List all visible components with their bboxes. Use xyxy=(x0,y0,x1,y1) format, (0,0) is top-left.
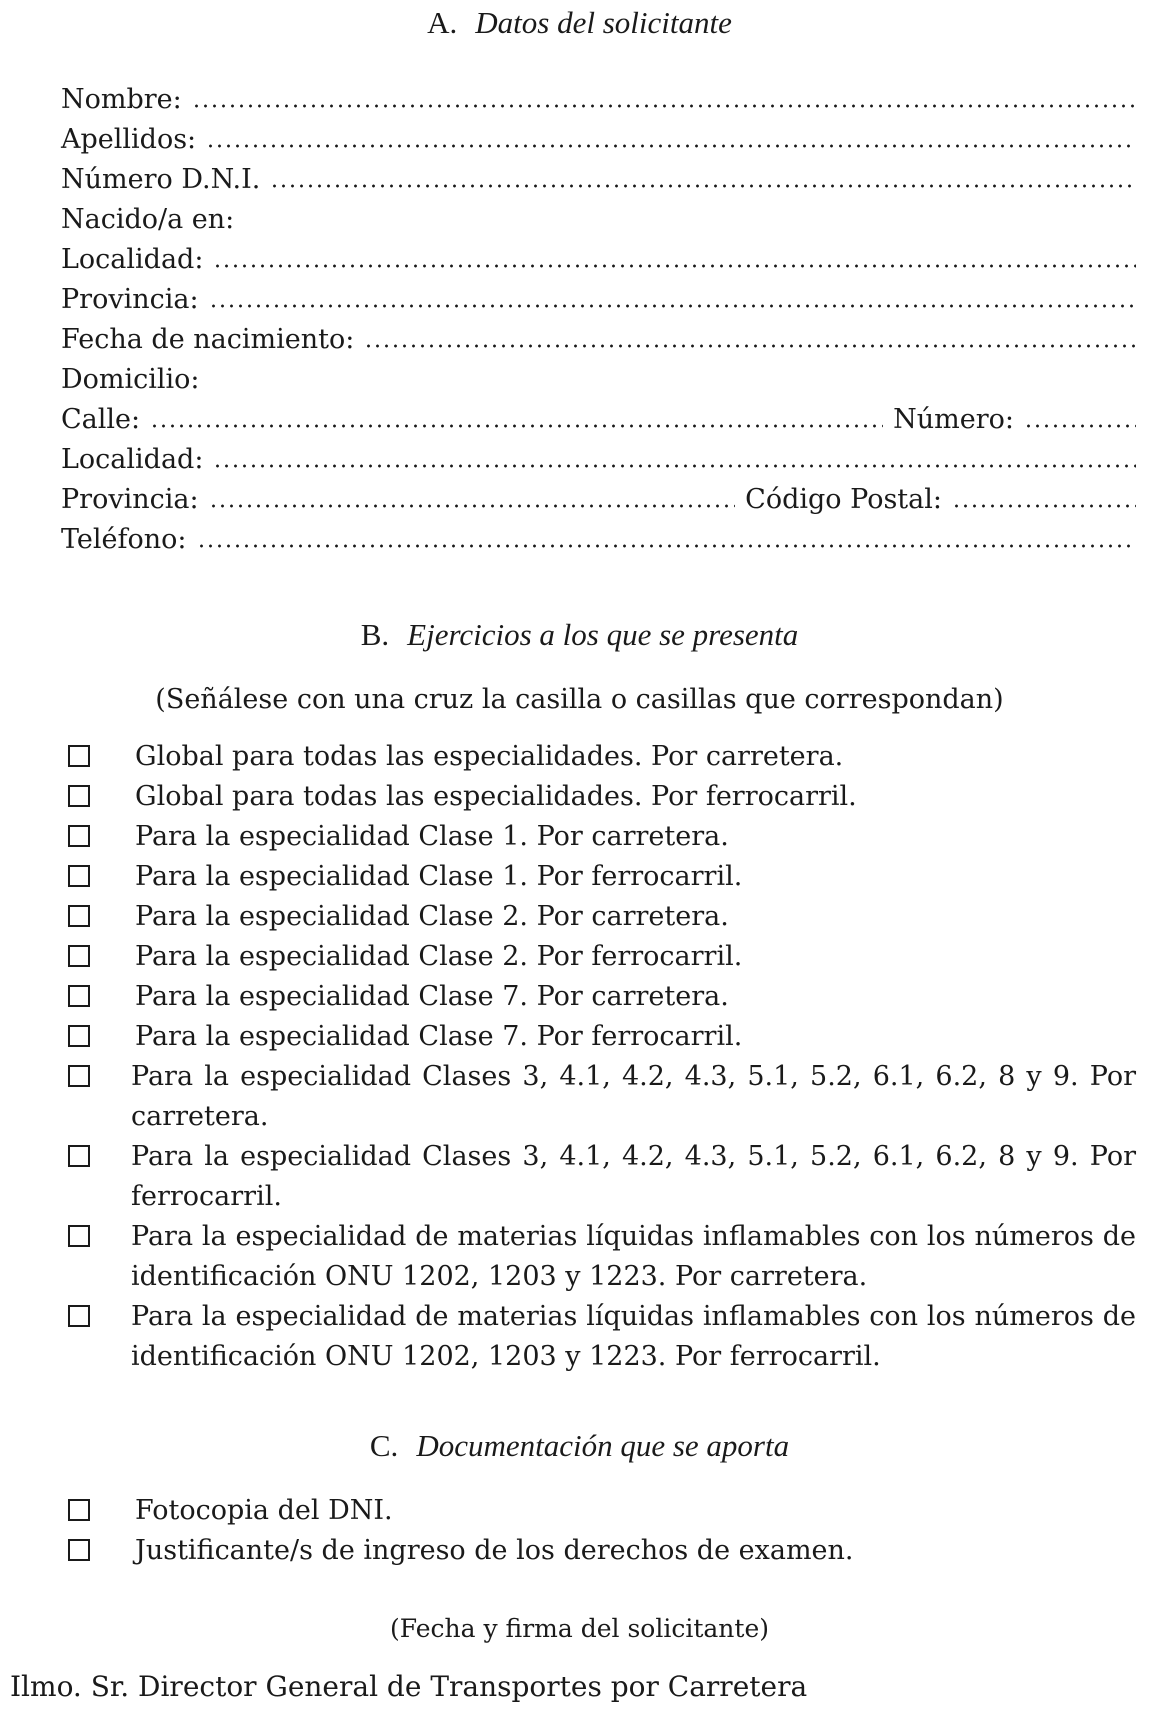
addressee: Ilmo. Sr. Director General de Transportes por Carretera xyxy=(10,1670,808,1703)
field-dni[interactable] xyxy=(61,160,1136,200)
field-label: Localidad: xyxy=(61,444,204,475)
field-label: Nacido/a en: xyxy=(61,204,235,235)
field-label: Teléfono: xyxy=(61,524,187,555)
fill-line[interactable] xyxy=(209,502,736,510)
fill-line[interactable] xyxy=(213,262,1136,270)
exam-option[interactable] xyxy=(61,937,1136,977)
exam-option[interactable] xyxy=(61,1017,1136,1057)
checkbox[interactable] xyxy=(68,1065,90,1087)
option-label: Para la especialidad Clase 2. Por carretera. xyxy=(135,901,729,932)
checkbox[interactable] xyxy=(68,785,90,807)
section-a-heading xyxy=(0,5,1159,41)
section-a-letter: A. xyxy=(427,5,458,40)
fill-line[interactable] xyxy=(209,302,1136,310)
option-label: Para la especialidad Clase 2. Por ferrocarril. xyxy=(135,941,743,972)
fill-line[interactable] xyxy=(206,142,1136,150)
section-c-letter: C. xyxy=(369,1428,399,1463)
field-sub-label: Número: xyxy=(893,404,1014,435)
fill-line[interactable] xyxy=(952,502,1136,510)
option-label: Fotocopia del DNI. xyxy=(135,1495,393,1526)
option-label: Para la especialidad Clase 7. Por ferrocarril. xyxy=(135,1021,743,1052)
option-label: Para la especialidad de materias líquidas inflamables con los números de identificación ONU 1202, 1203 y 1223. Por ferrocarril. xyxy=(131,1301,1136,1372)
exam-option[interactable] xyxy=(61,1297,1136,1377)
option-label: Global para todas las especialidades. Por ferrocarril. xyxy=(135,781,857,812)
exam-option[interactable] xyxy=(61,1217,1136,1297)
field-domicilio xyxy=(61,360,1136,400)
exam-option[interactable] xyxy=(61,777,1136,817)
checkbox[interactable] xyxy=(68,1225,90,1247)
option-label: Para la especialidad de materias líquidas inflamables con los números de identificación ONU 1202, 1203 y 1223. Por carretera. xyxy=(131,1221,1136,1292)
field-localidad-domicilio[interactable] xyxy=(61,440,1136,480)
option-label: Justificante/s de ingreso de los derechos de examen. xyxy=(135,1535,854,1566)
exam-option[interactable] xyxy=(61,897,1136,937)
field-label: Nombre: xyxy=(61,84,182,115)
document-option[interactable] xyxy=(61,1491,1136,1531)
fill-line[interactable] xyxy=(364,342,1136,350)
checkbox[interactable] xyxy=(68,985,90,1007)
fill-line[interactable] xyxy=(1024,422,1136,430)
checkbox[interactable] xyxy=(68,825,90,847)
field-label: Provincia: xyxy=(61,484,199,515)
signature-note: (Fecha y firma del solicitante) xyxy=(390,1614,769,1643)
fill-line[interactable] xyxy=(213,462,1136,470)
fill-line[interactable] xyxy=(270,182,1136,190)
field-label: Apellidos: xyxy=(61,124,197,155)
option-label: Para la especialidad Clase 1. Por carretera. xyxy=(135,821,729,852)
checkbox[interactable] xyxy=(68,1499,90,1521)
checkbox[interactable] xyxy=(68,745,90,767)
checkbox[interactable] xyxy=(68,1539,90,1561)
checkbox[interactable] xyxy=(68,1025,90,1047)
field-sub-label: Código Postal: xyxy=(745,484,942,515)
exam-option[interactable] xyxy=(61,1057,1136,1137)
exam-option[interactable] xyxy=(61,817,1136,857)
option-label: Para la especialidad Clases 3, 4.1, 4.2, 4.3, 5.1, 5.2, 6.1, 6.2, 8 y 9. Por carretera. xyxy=(131,1061,1136,1132)
field-label: Provincia: xyxy=(61,284,199,315)
fill-line[interactable] xyxy=(192,102,1136,110)
option-label: Para la especialidad Clase 1. Por ferrocarril. xyxy=(135,861,743,892)
field-provincia-codigo-postal[interactable] xyxy=(61,480,1136,520)
field-label: Número D.N.I. xyxy=(61,164,261,195)
exam-option[interactable] xyxy=(61,977,1136,1017)
section-b-instruction: (Señálese con una cruz la casilla o casillas que correspondan) xyxy=(155,684,1004,715)
checkbox[interactable] xyxy=(68,945,90,967)
field-label: Fecha de nacimiento: xyxy=(61,324,355,355)
field-label: Domicilio: xyxy=(61,364,200,395)
field-provincia-nacimiento[interactable] xyxy=(61,280,1136,320)
exam-option[interactable] xyxy=(61,857,1136,897)
document-option[interactable] xyxy=(61,1531,1136,1571)
checkbox[interactable] xyxy=(68,905,90,927)
section-b-heading xyxy=(0,617,1159,653)
section-a-title: Datos del solicitante xyxy=(475,5,732,40)
checkbox[interactable] xyxy=(68,1145,90,1167)
fill-line[interactable] xyxy=(150,422,883,430)
field-calle-numero[interactable] xyxy=(61,400,1136,440)
field-label: Localidad: xyxy=(61,244,204,275)
field-nacido-en xyxy=(61,200,1136,240)
section-b-letter: B. xyxy=(360,617,390,652)
field-label: Calle: xyxy=(61,404,141,435)
field-telefono[interactable] xyxy=(61,520,1136,560)
section-b-title: Ejercicios a los que se presenta xyxy=(407,617,799,652)
checkbox[interactable] xyxy=(68,865,90,887)
fill-line[interactable] xyxy=(197,542,1137,550)
exam-option[interactable] xyxy=(61,1137,1136,1217)
field-fecha-nacimiento[interactable] xyxy=(61,320,1136,360)
field-localidad-nacimiento[interactable] xyxy=(61,240,1136,280)
exam-option[interactable] xyxy=(61,737,1136,777)
option-label: Para la especialidad Clases 3, 4.1, 4.2, 4.3, 5.1, 5.2, 6.1, 6.2, 8 y 9. Por ferrocarril. xyxy=(131,1141,1136,1212)
field-nombre[interactable] xyxy=(61,80,1136,120)
checkbox[interactable] xyxy=(68,1305,90,1327)
section-c-title: Documentación que se aporta xyxy=(416,1428,790,1463)
option-label: Global para todas las especialidades. Por carretera. xyxy=(135,741,844,772)
option-label: Para la especialidad Clase 7. Por carretera. xyxy=(135,981,729,1012)
section-c-heading xyxy=(0,1428,1159,1464)
field-apellidos[interactable] xyxy=(61,120,1136,160)
